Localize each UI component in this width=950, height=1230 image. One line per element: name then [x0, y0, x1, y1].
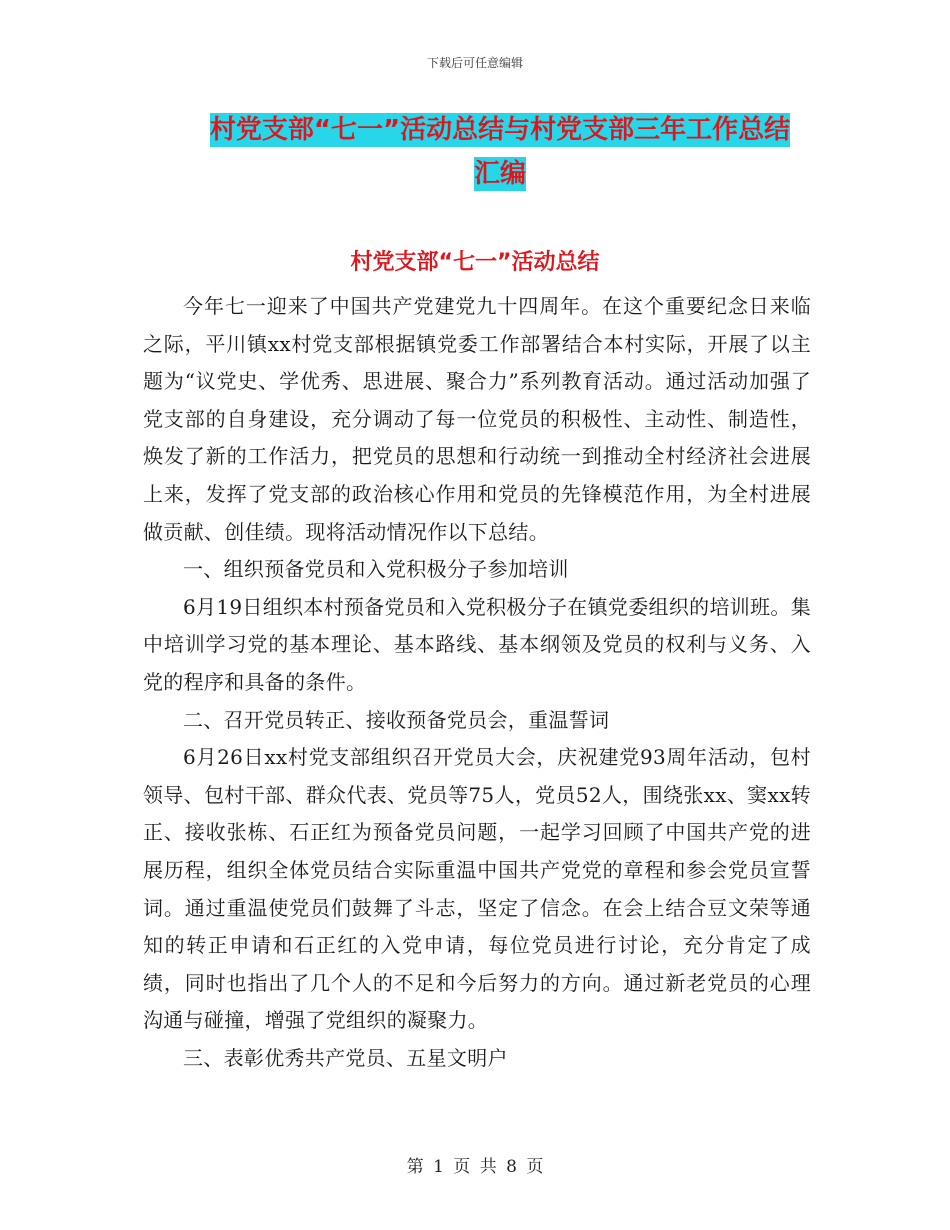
paragraph-item-2: 6月26日xx村党支部组织召开党员大会，庆祝建党93周年活动，包村领导、包村干部、群众代表、党员等75人，党员52人，围绕张xx、窦xx转正、接收张栋、石正红为预备党员问题，一起学习回顾了中国共产党的进展历程，组织全体党员结合实际重温中国共产党党的章程和参会党员宣誓词。通过重温使党员们鼓舞了斗志，坚定了信念。在会上结合豆文荣等通知的转正申请和石正红的入党申请，每位党员进行讨论，充分肯定了成绩，同时也指出了几个人的不足和今后努力的方向。通过新老党员的心理沟通与碰撞，增强了党组织的凝聚力。: [143, 745, 811, 1033]
page-footer: 第 1 页 共 8 页: [406, 1157, 544, 1177]
paragraph-intro: 今年七一迎来了中国共产党建党九十四周年。在这个重要纪念日来临之际，平川镇xx村党支部根据镇党委工作部署结合本村实际，开展了以主题为“议党史、学优秀、思进展、聚合力”系列教育活动。通过活动加强了党支部的自身建设，充分调动了每一位党员的积极性、主动性、制造性，焕发了新的工作活力，把党员的思想和行动统一到推动全村经济社会进展上来，发挥了党支部的政治核心作用和党员的先锋模范作用，为全村进展做贡献、创佳绩。现将活动情况作以下总结。: [143, 294, 811, 544]
document-body: [143, 288, 811, 1077]
heading-item-2: 二、召开党员转正、接收预备党员会，重温誓词: [183, 707, 610, 732]
document-title-line-2: 汇编: [473, 159, 526, 189]
section-title: 村党支部“七一”活动总结: [350, 250, 600, 275]
document-title-line-1: 村党支部“七一”活动总结与村党支部三年工作总结: [209, 115, 791, 145]
heading-item-1: 一、组织预备党员和入党积极分子参加培训: [183, 557, 569, 582]
paragraph-item-1: 6月19日组织本村预备党员和入党积极分子在镇党委组织的培训班。集中培训学习党的基本理论、基本路线、基本纲领及党员的权利与义务、入党的程序和具备的条件。: [143, 594, 811, 694]
heading-item-3: 三、表彰优秀共产党员、五星文明户: [183, 1045, 508, 1070]
document-title: [160, 108, 840, 196]
page-header-note: 下载后可任意编辑: [426, 56, 523, 70]
